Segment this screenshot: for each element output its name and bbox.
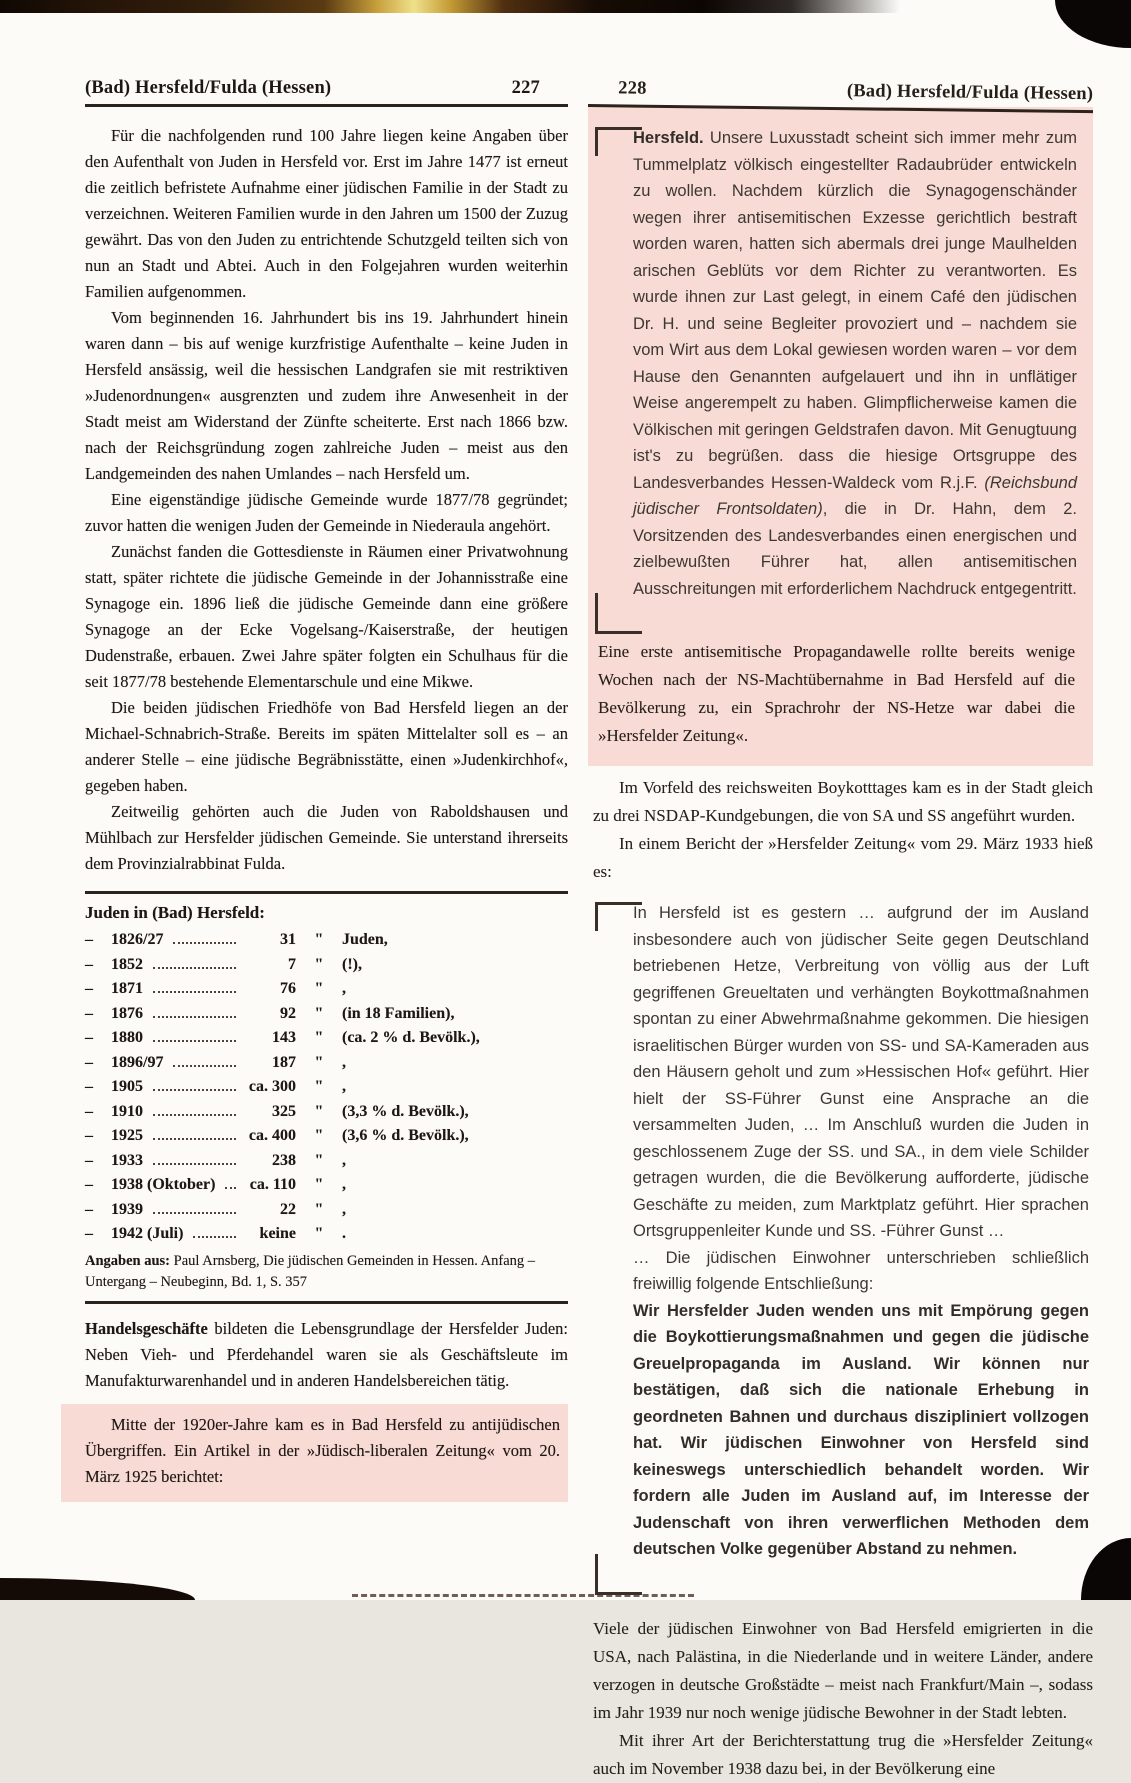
source-lead: Angaben aus: — [85, 1252, 171, 1269]
population-table-rows — [85, 928, 568, 1247]
population-table-row — [85, 1124, 568, 1149]
row-ditto-mark: " — [314, 931, 324, 948]
population-table-row — [85, 1051, 568, 1076]
row-note: , — [342, 980, 346, 997]
paragraph-16th-19th-century: Vom beginnenden 16. Jahrhundert bis ins 19. Jahrhundert hinein waren dann – bis auf wenige kurzfristige Aufenthalte – keine Juden in Hersfeld ansässig, weil die hessischen Landgrafen sie mit restriktiven »Judenordnungen« ausgrenzten und zudem ihre Anwesenheit in der Stadt meist am Widerstand der Zünfte scheiterte. Erst nach 1866 bzw. nach der Reichsgründung zogen zahlreiche Juden – meist aus den Landgemeinden des nahen Umlandes – nach Hersfeld um. — [85, 308, 568, 483]
row-dash: – — [85, 1102, 93, 1120]
quote-close-bracket-icon — [595, 1554, 642, 1595]
row-ditto-mark: " — [314, 1029, 324, 1046]
source-rest: Paul Arnsberg, Die jüdischen Gemeinden in Hessen. Anfang – Untergang – Neubeginn, Bd. 1, S. 357 — [85, 1252, 536, 1290]
row-value: 187 — [272, 1053, 296, 1071]
quote-1925-lead: Hersfeld. — [633, 129, 704, 147]
population-table-row — [85, 1002, 568, 1027]
paragraph-propaganda-wave: Eine erste antisemitische Propagandawelle rollte bereits wenige Wochen nach der NS-Machtübernahme in Bad Hersfeld auf die Bevölkerung zu, ein Sprachrohr der NS-Hetze war dabei die »Hersfelder Zeitung«. — [598, 642, 1075, 745]
trade-lead: Handelsgeschäfte — [85, 1318, 208, 1338]
row-year: 1876 — [111, 1004, 143, 1022]
highlighted-block-quote-1925 — [588, 107, 1093, 766]
row-dash: – — [85, 1078, 93, 1095]
population-table-row — [85, 1026, 568, 1051]
quote-close-bracket-icon — [595, 593, 642, 634]
right-page-header — [588, 78, 1093, 113]
row-year: 1871 — [111, 980, 143, 997]
row-year: 1896/97 — [111, 1053, 164, 1071]
row-value: ca. 300 — [248, 1078, 296, 1095]
quote-newspaper-1925 — [593, 121, 1081, 636]
row-year: 1826/27 — [111, 931, 164, 948]
row-dot-leader — [153, 991, 236, 993]
row-dash: – — [85, 1029, 93, 1046]
quote-hersfelder-zeitung-1933 — [593, 896, 1093, 1597]
row-value: ca. 110 — [249, 1176, 296, 1193]
row-dash: – — [85, 931, 93, 948]
row-year: 1942 (Juli) — [111, 1225, 184, 1242]
population-table-source — [85, 1251, 568, 1293]
row-ditto-mark: " — [314, 1225, 324, 1242]
row-note: , — [342, 1078, 346, 1095]
scan-artifact-shadow-bottom-left — [0, 1578, 195, 1600]
left-body-text — [85, 123, 568, 877]
row-note: (3,3 % d. Bevölk.), — [342, 1102, 469, 1120]
paragraph-emigration: Viele der jüdischen Einwohner von Bad Hersfeld emigrierten in die USA, nach Palästina, in die Niederlande und in weitere Länder, andere verzogen in deutsche Großstädte – meist nach Frankfurt/Main –, sodass im Jahr 1939 nur noch wenige jüdische Bewohner in der Stadt lebten. — [593, 1618, 1093, 1722]
scan-artifact-page-curl-top-right — [1055, 0, 1131, 48]
paragraph-community-founding: Eine eigenständige jüdische Gemeinde wurde 1877/78 gegründet; zuvor hatten die wenigen Juden der Gemeinde in Niederaula angehört. — [85, 490, 568, 535]
page-right — [588, 78, 1093, 1783]
row-dot-leader — [193, 1236, 236, 1238]
population-table-row — [85, 1100, 568, 1125]
quote-1925-body: Unsere Luxusstadt scheint sich immer mehr zum Tummelplatz völkisch eingestellter Radaubrüder entwickeln zu wollen. Nachdem kürzlich die Synagogenschänder wegen ihrer antisemitischen Exzesse gerichtlich bestraft worden waren, hatten sich abermals drei junge Maulhelden arischen Geblüts vor dem Richter zu verantworten. Es wurde ihnen zur Last gelegt, in einem Café den jüdischen Dr. H. und seine Begleiter provoziert und – nachdem sie vom Wirt aus dem Lokal gewiesen worden waren – vor dem Hause den Genannten aufgelauert und ihn in unflätiger Weise angerempelt zu haben. Glimpflicherweise kamen die Völkischen mit geringen Geldstrafen davon. Mit Genugtuung ist's zu begrüßen. dass die hiesige Ortsgruppe des Landesverbandes Hessen-Waldeck vom R.j.F. — [633, 129, 1077, 492]
quote-1925-text — [633, 125, 1077, 602]
row-dot-leader — [153, 1212, 236, 1214]
row-dot-leader — [153, 1016, 236, 1018]
population-table-row — [85, 1075, 568, 1100]
row-dot-leader — [153, 967, 236, 969]
row-dot-leader — [173, 1065, 236, 1067]
paragraph-cemeteries: Die beiden jüdischen Friedhöfe von Bad Hersfeld liegen an der Michael-Schnabrich-Straße. Bereits im späten Mittelalter soll es – an anderer Stelle – eine jüdische Begräbnisstätte, einen »Judenkirchhof«, gegeben haben. — [85, 698, 568, 795]
row-year: 1925 — [111, 1127, 143, 1144]
population-table-title: Juden in (Bad) Hersfeld: — [85, 903, 265, 922]
population-table-row — [85, 953, 568, 978]
row-value: 22 — [280, 1200, 296, 1218]
highlighted-block-1925 — [61, 1404, 568, 1502]
row-year: 1852 — [111, 955, 143, 973]
row-ditto-mark: " — [314, 1176, 324, 1193]
row-dash: – — [85, 1004, 93, 1022]
row-note: Juden, — [342, 931, 388, 948]
row-note: , — [342, 1053, 346, 1071]
row-note: . — [342, 1225, 346, 1242]
row-value: 7 — [288, 955, 296, 973]
row-value: 31 — [280, 931, 296, 948]
row-ditto-mark: " — [314, 1200, 324, 1218]
quote-1933-paragraph-1: In Hersfeld ist es gestern … aufgrund der im Ausland insbesondere auch von jüdischer Seite gegen Deutschland betriebenen Hetze, Verbreitung von völlig aus der Luft gegriffenen Greueltaten und verhängten Boykottmaßnahmen spontan zu einer Abwehrmaßnahme gekommen. Die hiesigen israelitischen Bürger wurden von SS- und SA-Kameraden aus den Häusern geholt und zum »Hessischen Hof« geführt. Hier hielt der SS-Führer Gunst eine Ansprache an die versammelten Juden, … Im Anschluß wurden die Juden in geschlossenem Zuge der SS. und SA., in dem viele Schilder getragen wurden, die die Bevölkerung aufforderte, jüdische Geschäfte zu meiden, zum Marktplatz geführt. Hier sprachen Ortsgruppenleiter Kunde und SS. -Führer Gunst … — [633, 904, 1089, 1240]
scan-artifact-top-strip — [0, 0, 900, 13]
population-table-row — [85, 1173, 568, 1198]
row-ditto-mark: " — [314, 955, 324, 973]
quote-1925-italic: (Reichsbund jüdischer Frontsoldaten) — [633, 473, 1077, 518]
population-table-row — [85, 928, 568, 953]
paragraph-boycott-day: Im Vorfeld des reichsweiten Boykotttages kam es in der Stadt gleich zu drei NSDAP-Kundgebungen, die von SA und SS angeführt wurden. — [593, 778, 1093, 825]
right-page-number: 228 — [618, 78, 647, 99]
row-year: 1939 — [111, 1200, 143, 1218]
population-table — [85, 891, 568, 1304]
row-ditto-mark: " — [314, 1127, 324, 1144]
quote-open-bracket-icon — [595, 902, 642, 931]
population-table-row — [85, 977, 568, 1002]
left-header-title: (Bad) Hersfeld/Fulda (Hessen) — [85, 78, 332, 98]
row-dash: – — [85, 1053, 93, 1071]
row-ditto-mark: " — [314, 1004, 324, 1022]
population-table-row — [85, 1198, 568, 1223]
row-dot-leader — [153, 1040, 236, 1042]
paragraph-report-intro: In einem Bericht der »Hersfelder Zeitung« vom 29. März 1933 hieß es: — [593, 834, 1093, 881]
right-header-title: (Bad) Hersfeld/Fulda (Hessen) — [846, 81, 1094, 105]
row-note: , — [342, 1200, 346, 1218]
row-dot-leader — [153, 1138, 236, 1140]
row-dot-leader — [173, 942, 236, 944]
row-value: keine — [259, 1225, 296, 1242]
row-dash: – — [85, 1225, 93, 1242]
row-value: 325 — [272, 1102, 296, 1120]
row-year: 1933 — [111, 1151, 143, 1169]
quote-1933-resolution: Wir Hersfelder Juden wenden uns mit Empörung gegen die Boykottierungsmaßnahmen und gegen die jüdische Greuelpropaganda im Ausland. Wir können nur bestätigen, daß sich die nationale Erhebung in geordneten Bahnen und durchaus diszipliniert vollzogen hat. Wir jüdischen Einwohner von Hersfeld sind keineswegs unterschiedlich behandelt worden. Wir fordern alle Juden im Ausland auf, im Interesse der Judenschaft von ihren verwerflichen Methoden dem deutschen Volke gegenüber Abstand zu nehmen. — [633, 1301, 1089, 1558]
row-year: 1910 — [111, 1102, 143, 1120]
paragraph-trade — [85, 1316, 568, 1394]
row-dash: – — [85, 1176, 93, 1193]
row-dot-leader — [225, 1187, 236, 1189]
left-page-header — [85, 78, 568, 107]
row-dash: – — [85, 1200, 93, 1218]
row-note: , — [342, 1151, 346, 1169]
row-year: 1938 (Oktober) — [111, 1176, 216, 1193]
row-ditto-mark: " — [314, 980, 324, 997]
row-dot-leader — [153, 1114, 236, 1116]
row-year: 1880 — [111, 1029, 143, 1046]
row-year: 1905 — [111, 1078, 143, 1095]
row-ditto-mark: " — [314, 1102, 324, 1120]
row-value: ca. 400 — [248, 1127, 296, 1144]
paragraph-rabbinate: Zeitweilig gehörten auch die Juden von Raboldshausen und Mühlbach zur Hersfelder jüdischen Gemeinde. Sie unterstand ihrerseits dem Provinzialrabbinat Fulda. — [85, 802, 568, 873]
row-value: 92 — [280, 1004, 296, 1022]
row-note: (3,6 % d. Bevölk.), — [342, 1127, 469, 1144]
quote-1933-paragraph-2: … Die jüdischen Einwohner unterschrieben schließlich freiwillig folgende Entschließung: — [633, 1248, 1089, 1293]
row-dot-leader — [153, 1163, 236, 1165]
paragraph-antijewish-1925: Mitte der 1920er-Jahre kam es in Bad Hersfeld zu antijüdischen Übergriffen. Ein Artikel in der »Jüdisch-liberalen Zeitung« vom 20. März 1925 berichtet: — [85, 1414, 560, 1486]
population-table-row — [85, 1149, 568, 1174]
row-value: 143 — [272, 1029, 296, 1046]
quote-open-bracket-icon — [595, 127, 642, 156]
row-note: , — [342, 1176, 346, 1193]
quote-1925-tail: , die in Dr. Hahn, dem 2. Vorsitzenden des Landesverbandes einen energischen und zielbewußten Führer hat, allen antisemitischen Ausschreitungen mit erforderlichem Nachdruck entgegentritt. — [633, 500, 1077, 598]
row-ditto-mark: " — [314, 1078, 324, 1095]
row-note: (in 18 Familien), — [342, 1004, 455, 1022]
row-dot-leader — [153, 1089, 236, 1091]
row-dash: – — [85, 980, 93, 997]
row-dash: – — [85, 955, 93, 973]
row-ditto-mark: " — [314, 1053, 324, 1071]
row-value: 76 — [280, 980, 296, 997]
page-left — [85, 78, 568, 1502]
row-dash: – — [85, 1127, 93, 1144]
row-note: (ca. 2 % d. Bevölk.), — [342, 1029, 480, 1046]
left-page-number: 227 — [511, 78, 540, 98]
paragraph-reporting-1938: Mit ihrer Art der Berichterstattung trug die »Hersfelder Zeitung« auch im November 1938 dazu bei, in der Bevölkerung eine — [593, 1730, 1093, 1778]
row-dash: – — [85, 1151, 93, 1169]
paragraph-history-1477: Für die nachfolgenden rund 100 Jahre liegen keine Angaben über den Aufenthalt von Juden in Hersfeld vor. Erst im Jahre 1477 ist erneut die zeitlich befristete Aufnahme einer jüdischen Familie in der Stadt zu verzeichnen. Weiteren Familien wurde in den Jahren um 1500 der Zuzug gewährt. Das von den Juden zu entrichtende Schutzgeld teilten sich von nun an Stadt und Abtei. Auch in den Folgejahren wurden weiterhin Familien aufgenommen. — [85, 126, 568, 301]
left-trade-text — [85, 1316, 568, 1394]
trade-rest: bildeten die Lebensgrundlage der Hersfelder Juden: Neben Vieh- und Pferdehandel waren sie als Geschäftsleute im Manufakturwarenhandel und in anderen Handelsbereichen tätig. — [85, 1318, 568, 1390]
row-value: 238 — [272, 1151, 296, 1169]
paragraph-synagogue: Zunächst fanden die Gottesdienste in Räumen einer Privatwohnung statt, später richtete die jüdische Gemeinde in der Johannisstraße eine Synagoge ein. 1896 ließ die jüdische Gemeinde dann eine größere Synagoge an der Ecke Vogelsang-/Kaiserstraße, der heutigen Dudenstraße, erbauen. Zwei Jahre später folgten ein Schulhaus für die seit 1877/78 bestehende Elementarschule und eine Mikwe. — [85, 542, 568, 691]
row-note: (!), — [342, 955, 362, 973]
row-ditto-mark: " — [314, 1151, 324, 1169]
population-table-row — [85, 1222, 568, 1247]
